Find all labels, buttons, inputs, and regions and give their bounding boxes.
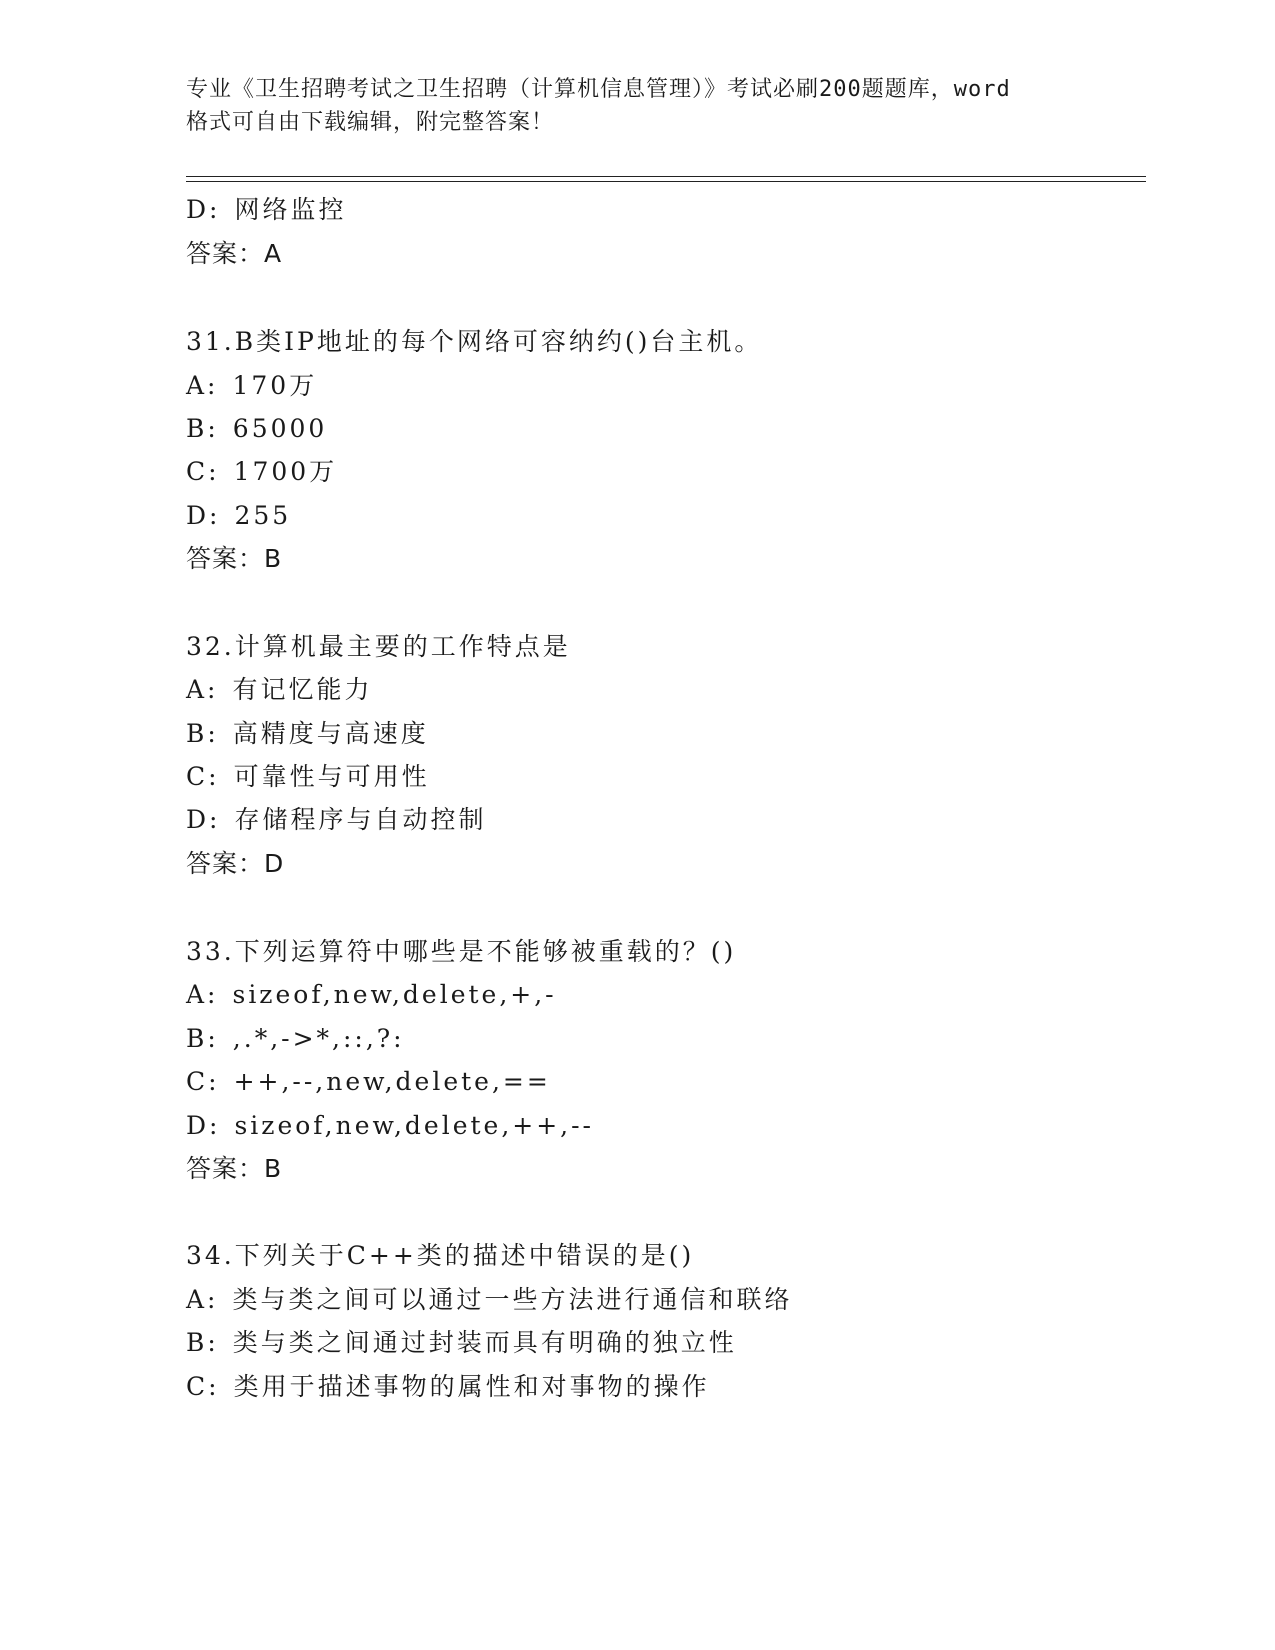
question-33-option-b bbox=[186, 1022, 405, 1056]
question-33-option-d bbox=[186, 1109, 594, 1143]
option-text: 可靠性与可用性 bbox=[233, 762, 430, 791]
question-31-option-b bbox=[186, 412, 327, 446]
question-34-stem: 34.下列关于C++类的描述中错误的是() bbox=[186, 1241, 695, 1270]
option-label: A: bbox=[186, 675, 219, 704]
option-text: 类用于描述事物的属性和对事物的操作 bbox=[233, 1372, 710, 1401]
option-label: A: bbox=[186, 980, 219, 1009]
question-31-answer: 答案：B bbox=[186, 544, 283, 573]
question-31-option-c bbox=[186, 455, 337, 489]
question-32-answer: 答案：D bbox=[186, 849, 285, 878]
option-text: 高精度与高速度 bbox=[232, 719, 429, 748]
option-text: 类与类之间可以通过一些方法进行通信和联络 bbox=[232, 1285, 793, 1314]
question-32-option-b bbox=[186, 717, 429, 751]
option-label: B: bbox=[186, 719, 219, 748]
option-text: ,.*,->*,::,?: bbox=[232, 1024, 405, 1053]
option-text: 有记忆能力 bbox=[232, 675, 373, 704]
question-33-stem: 33.下列运算符中哪些是不能够被重载的？() bbox=[186, 937, 737, 966]
option-text: 类与类之间通过封装而具有明确的独立性 bbox=[232, 1328, 737, 1357]
option-text: 存储程序与自动控制 bbox=[234, 805, 487, 834]
option-label: D: bbox=[186, 1111, 221, 1140]
header-divider-bottom bbox=[186, 181, 1146, 182]
option-label: D: bbox=[186, 501, 221, 530]
option-label: D: bbox=[186, 195, 221, 224]
question-34-option-b bbox=[186, 1326, 737, 1360]
option-text: sizeof,new,delete,+,- bbox=[232, 980, 557, 1009]
option-label: A: bbox=[186, 371, 219, 400]
option-text: 255 bbox=[234, 501, 292, 530]
option-text: ++,--,new,delete,== bbox=[233, 1067, 551, 1096]
option-text: sizeof,new,delete,++,-- bbox=[234, 1111, 595, 1140]
question-32-option-a bbox=[186, 673, 373, 707]
option-label: C: bbox=[186, 1067, 220, 1096]
option-text: 170万 bbox=[232, 371, 318, 400]
document-header bbox=[186, 73, 1086, 139]
question-34-option-c bbox=[186, 1370, 710, 1404]
prev-option-d bbox=[186, 193, 346, 227]
option-label: B: bbox=[186, 1328, 219, 1357]
prev-answer: 答案：A bbox=[186, 239, 283, 268]
header-line-1: 专业《卫生招聘考试之卫生招聘（计算机信息管理）》考试必刷200题题库，word bbox=[186, 77, 1011, 102]
option-text: 1700万 bbox=[233, 457, 338, 486]
option-label: B: bbox=[186, 414, 219, 443]
question-32-stem: 32.计算机最主要的工作特点是 bbox=[186, 632, 571, 661]
question-31-stem: 31.B类IP地址的每个网络可容纳约()台主机。 bbox=[186, 327, 763, 356]
header-divider-top bbox=[186, 176, 1146, 177]
question-32-option-c bbox=[186, 760, 430, 794]
option-label: B: bbox=[186, 1024, 219, 1053]
option-label: C: bbox=[186, 762, 220, 791]
question-33-option-a bbox=[186, 978, 557, 1012]
option-text: 网络监控 bbox=[234, 195, 347, 224]
question-33-answer: 答案：B bbox=[186, 1154, 283, 1183]
question-34-option-a bbox=[186, 1283, 793, 1317]
option-label: C: bbox=[186, 1372, 220, 1401]
option-text: 65000 bbox=[232, 414, 328, 443]
question-31-option-a bbox=[186, 369, 317, 403]
option-label: D: bbox=[186, 805, 221, 834]
header-line-2: 格式可自由下载编辑，附完整答案！ bbox=[186, 110, 555, 135]
option-label: A: bbox=[186, 1285, 219, 1314]
question-31-option-d bbox=[186, 499, 291, 533]
question-32-option-d bbox=[186, 803, 486, 837]
option-label: C: bbox=[186, 457, 220, 486]
question-33-option-c bbox=[186, 1065, 551, 1099]
